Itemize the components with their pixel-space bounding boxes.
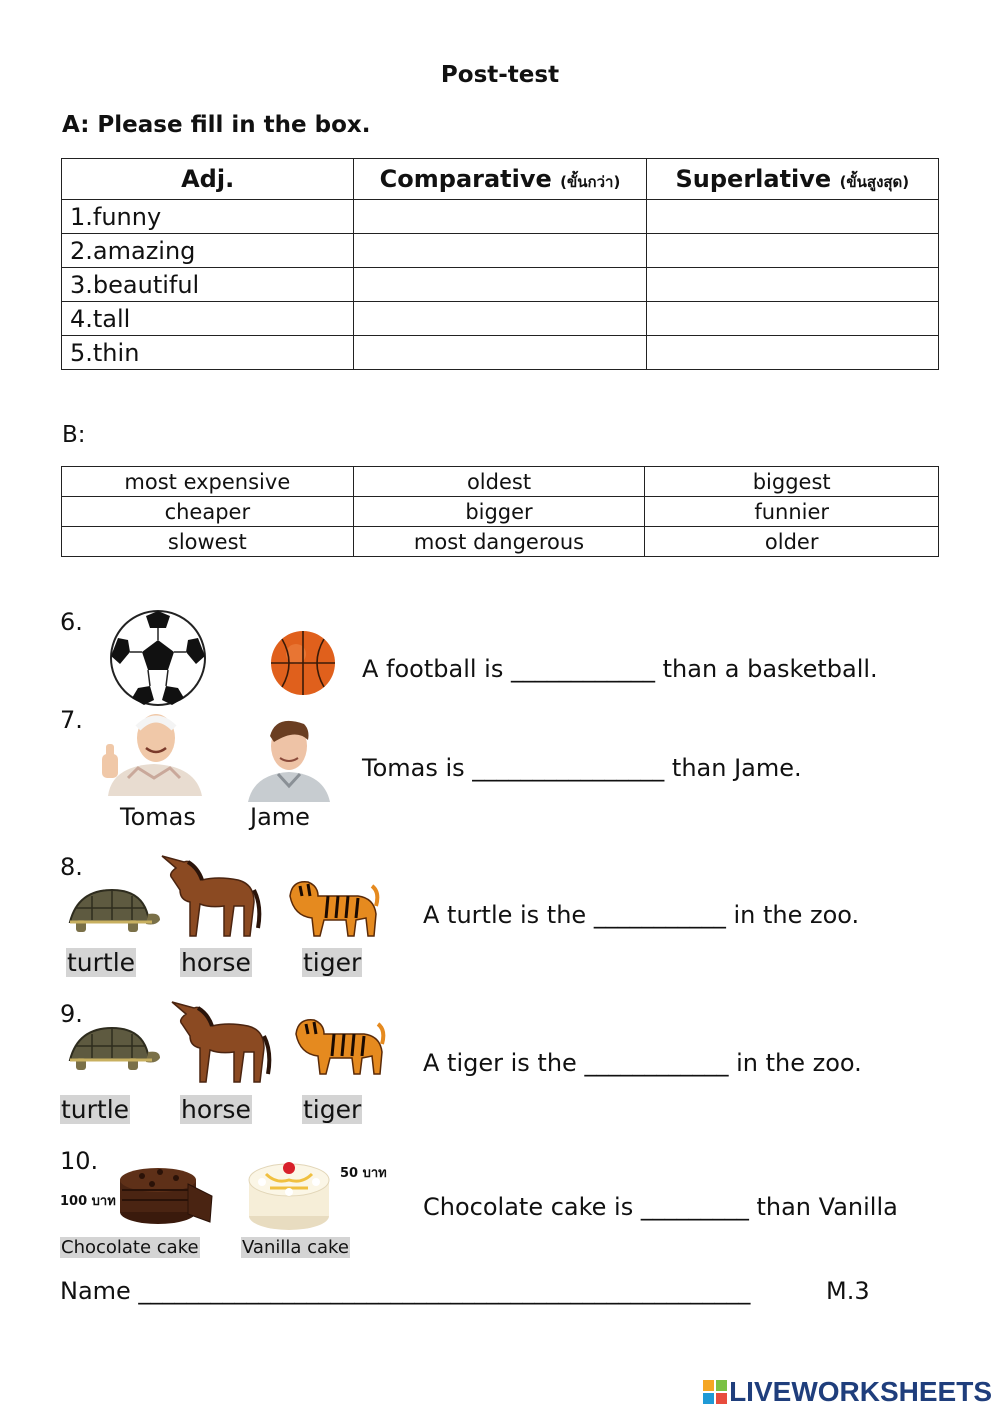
label-tiger: tiger <box>303 1095 362 1124</box>
turtle-icon <box>62 1024 162 1074</box>
name-field-label: Name ___________________________________________________ <box>60 1277 751 1305</box>
section-b-heading: B: <box>62 422 86 448</box>
logo-text: LIVEWORKSHEETS <box>729 1376 992 1407</box>
comparative-answer-cell[interactable] <box>354 336 646 370</box>
label-vanilla-cake: Vanilla cake <box>242 1237 349 1258</box>
question-number-9: 9. <box>60 1000 83 1028</box>
vanilla-cake-icon <box>246 1150 332 1234</box>
word-bank-cell: biggest <box>645 467 939 497</box>
table-row <box>62 268 939 302</box>
table-row <box>62 302 939 336</box>
label-tiger: tiger <box>303 948 362 977</box>
price-chocolate: 100 บาท <box>60 1194 116 1209</box>
label-turtle: turtle <box>61 1095 130 1124</box>
class-label: M.3 <box>826 1277 870 1305</box>
comparative-answer-cell[interactable] <box>354 268 646 302</box>
section-a-heading: A: Please fill in the box. <box>62 112 371 138</box>
horse-icon <box>168 996 272 1088</box>
table-row <box>62 336 939 370</box>
football-icon <box>108 608 208 708</box>
table-row <box>62 497 939 527</box>
superlative-answer-cell[interactable] <box>646 336 938 370</box>
superlative-answer-cell[interactable] <box>646 200 938 234</box>
label-horse: horse <box>181 948 251 977</box>
word-bank-cell: cheaper <box>62 497 354 527</box>
label-jame: Jame <box>250 803 310 831</box>
question-10-sentence: Chocolate cake is _________ than Vanilla <box>423 1193 898 1221</box>
adj-cell: 5.thin <box>62 336 354 370</box>
tiger-icon <box>290 1010 386 1076</box>
question-8-sentence: A turtle is the ___________ in the zoo. <box>423 901 860 929</box>
question-number-8: 8. <box>60 853 83 881</box>
superlative-answer-cell[interactable] <box>646 234 938 268</box>
header-superlative: Superlative (ขั้นสูงสุด) <box>646 159 938 200</box>
label-tomas: Tomas <box>120 803 196 831</box>
page-title: Post-test <box>440 62 560 88</box>
old-man-photo-icon <box>98 708 210 796</box>
comparative-answer-cell[interactable] <box>354 200 646 234</box>
header-adj: Adj. <box>62 159 354 200</box>
liveworksheets-logo-icon <box>703 1380 727 1404</box>
adj-cell: 2.amazing <box>62 234 354 268</box>
word-bank-cell: funnier <box>645 497 939 527</box>
table-row <box>62 467 939 497</box>
table-row <box>62 234 939 268</box>
word-bank-cell: most expensive <box>62 467 354 497</box>
comparative-answer-cell[interactable] <box>354 234 646 268</box>
comparative-answer-cell[interactable] <box>354 302 646 336</box>
table-row <box>62 200 939 234</box>
word-bank-table <box>61 466 939 557</box>
question-number-10: 10. <box>60 1147 99 1175</box>
superlative-answer-cell[interactable] <box>646 268 938 302</box>
word-bank-cell: slowest <box>62 527 354 557</box>
word-bank-cell: older <box>645 527 939 557</box>
question-9-sentence: A tiger is the ____________ in the zoo. <box>423 1049 862 1077</box>
table-row <box>62 527 939 557</box>
word-bank-cell: most dangerous <box>353 527 645 557</box>
superlative-answer-cell[interactable] <box>646 302 938 336</box>
label-turtle: turtle <box>67 948 136 977</box>
question-number-7: 7. <box>60 706 83 734</box>
question-6-sentence: A football is ____________ than a basketball. <box>362 655 878 683</box>
turtle-icon <box>62 886 162 936</box>
young-man-photo-icon <box>246 712 332 802</box>
table-header-row <box>62 159 939 200</box>
header-comparative: Comparative (ขั้นกว่า) <box>354 159 646 200</box>
label-chocolate-cake: Chocolate cake <box>61 1237 199 1258</box>
chocolate-cake-icon <box>116 1156 214 1228</box>
price-vanilla: 50 บาท <box>340 1166 387 1181</box>
adj-cell: 4.tall <box>62 302 354 336</box>
adj-cell: 3.beautiful <box>62 268 354 302</box>
word-bank-cell: bigger <box>353 497 645 527</box>
label-horse: horse <box>181 1095 251 1124</box>
liveworksheets-logo <box>703 1376 992 1408</box>
word-bank-cell: oldest <box>353 467 645 497</box>
basketball-icon <box>270 630 336 696</box>
question-number-6: 6. <box>60 608 83 636</box>
adj-cell: 1.funny <box>62 200 354 234</box>
horse-icon <box>158 850 262 942</box>
adjective-table <box>61 158 939 370</box>
question-7-sentence: Tomas is ________________ than Jame. <box>362 754 802 782</box>
tiger-icon <box>284 872 380 938</box>
